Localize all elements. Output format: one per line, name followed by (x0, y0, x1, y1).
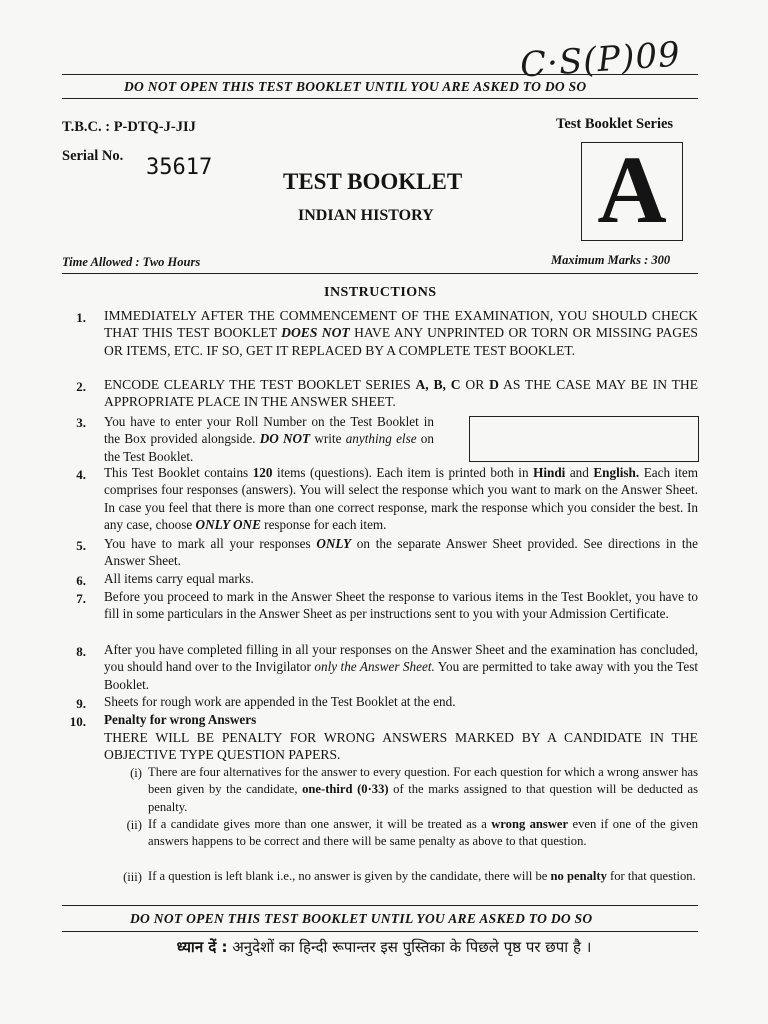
serial-number: 35617 (146, 155, 213, 180)
item-number: 6. (76, 573, 86, 588)
item-number: 10. (69, 714, 86, 729)
item-number: 5. (76, 538, 86, 553)
series-box (581, 136, 683, 243)
penalty-item-number: (ii) (126, 818, 142, 832)
instruction-item-6: All items carry equal marks. (104, 571, 254, 586)
penalty-item-3: If a question is left blank i.e., no answer is given by the candidate, there will be no penalty for that question. (148, 869, 696, 883)
penalty-item-number: (i) (130, 766, 142, 780)
instruction-item-8: After you have completed filling in all your responses on the Answer Sheet and the examination has concluded, you should hand over to the Invigilator only the Answer Sheet. You are permitted to take away with you the Test Booklet. (104, 642, 698, 692)
penalty-item-1: There are four alternatives for the answer to every question. For each question for which a wrong answer has been given by the candidate, one-third (0·33) of the marks assigned to that question will be deducted as penalty. (148, 765, 698, 814)
penalty-item-2: If a candidate gives more than one answer, it will be treated as a wrong answer even if one of the given answers happens to be correct and there will be same penalty as above to that question. (148, 817, 698, 849)
item-number: 9. (76, 696, 86, 711)
series-letter: A (597, 136, 667, 243)
instruction-item-1: IMMEDIATELY AFTER THE COMMENCEMENT OF THE EXAMINATION, YOU SHOULD CHECK THAT THIS TEST BOOKLET DOES NOT HAVE ANY UNPRINTED OR TORN OR MISSING PAGES OR ITEMS, ETC. IF SO, GET IT REPLACED BY A COMPLETE TEST BOOKLET. (104, 308, 698, 358)
top-rule (62, 74, 698, 75)
instruction-item-9: Sheets for rough work are appended in the Test Booklet at the end. (104, 694, 456, 709)
item-number: 7. (76, 591, 86, 606)
handwritten-code: C·S(P)09 (518, 34, 682, 86)
header-rule (62, 273, 698, 274)
instructions-title: INSTRUCTIONS (324, 285, 437, 300)
instruction-item-3: You have to enter your Roll Number on the Test Booklet in the Box provided alongside. DO NOT write anything else on the Test Booklet. (104, 414, 434, 464)
penalty-item-number: (iii) (123, 870, 142, 884)
bottom-banner-rule (62, 931, 698, 932)
series-label: Test Booklet Series (556, 116, 674, 132)
subject-title: INDIAN HISTORY (298, 207, 434, 224)
penalty-statement: THERE WILL BE PENALTY FOR WRONG ANSWERS MARKED BY A CANDIDATE IN THE OBJECTIVE TYPE QUESTION PAPERS. (104, 730, 698, 763)
instruction-item-5: You have to mark all your responses ONLY on the separate Answer Sheet provided. See directions in the Answer Sheet. (104, 536, 698, 569)
item-number: 4. (76, 467, 86, 482)
top-banner-rule (62, 98, 698, 99)
roll-number-box[interactable] (469, 416, 699, 462)
item-number: 3. (76, 415, 86, 430)
hindi-note: ध्यान दें : अनुदेशों का हिन्दी रूपान्तर इस पुस्तिका के पिछले पृष्ठ पर छपा है । (176, 938, 592, 956)
item-number: 2. (76, 379, 86, 394)
instruction-item-2: ENCODE CLEARLY THE TEST BOOKLET SERIES A, B, C OR D AS THE CASE MAY BE IN THE APPROPRIATE PLACE IN THE ANSWER SHEET. (104, 377, 699, 410)
bottom-rule (62, 905, 698, 906)
bottom-banner: DO NOT OPEN THIS TEST BOOKLET UNTIL YOU ARE ASKED TO DO SO (130, 911, 593, 926)
penalty-heading: Penalty for wrong Answers (104, 712, 257, 727)
time-allowed: Time Allowed : Two Hours (62, 255, 201, 269)
instruction-item-7: Before you proceed to mark in the Answer Sheet the response to various items in the Test Booklet, you have to fill in some particulars in the Answer Sheet as per instructions sent to you with your Admission Certificate. (104, 589, 698, 622)
item-number: 1. (76, 310, 86, 325)
item-number: 8. (76, 644, 86, 659)
serial-label: Serial No. (62, 148, 124, 164)
maximum-marks: Maximum Marks : 300 (551, 253, 671, 267)
tbc-code: T.B.C. : P-DTQ-J-JIJ (62, 119, 196, 135)
top-banner: DO NOT OPEN THIS TEST BOOKLET UNTIL YOU ARE ASKED TO DO SO (124, 79, 587, 94)
instruction-item-4: This Test Booklet contains 120 items (questions). Each item is printed both in Hindi and English. Each item comprises four responses (answers). You will select the response which you want to mark on the Answer Sheet. In case you feel that there is more than one correct response, mark the response which you consider the best. In any case, choose ONLY ONE response for each item. (104, 465, 698, 532)
page-title: TEST BOOKLET (283, 169, 463, 194)
